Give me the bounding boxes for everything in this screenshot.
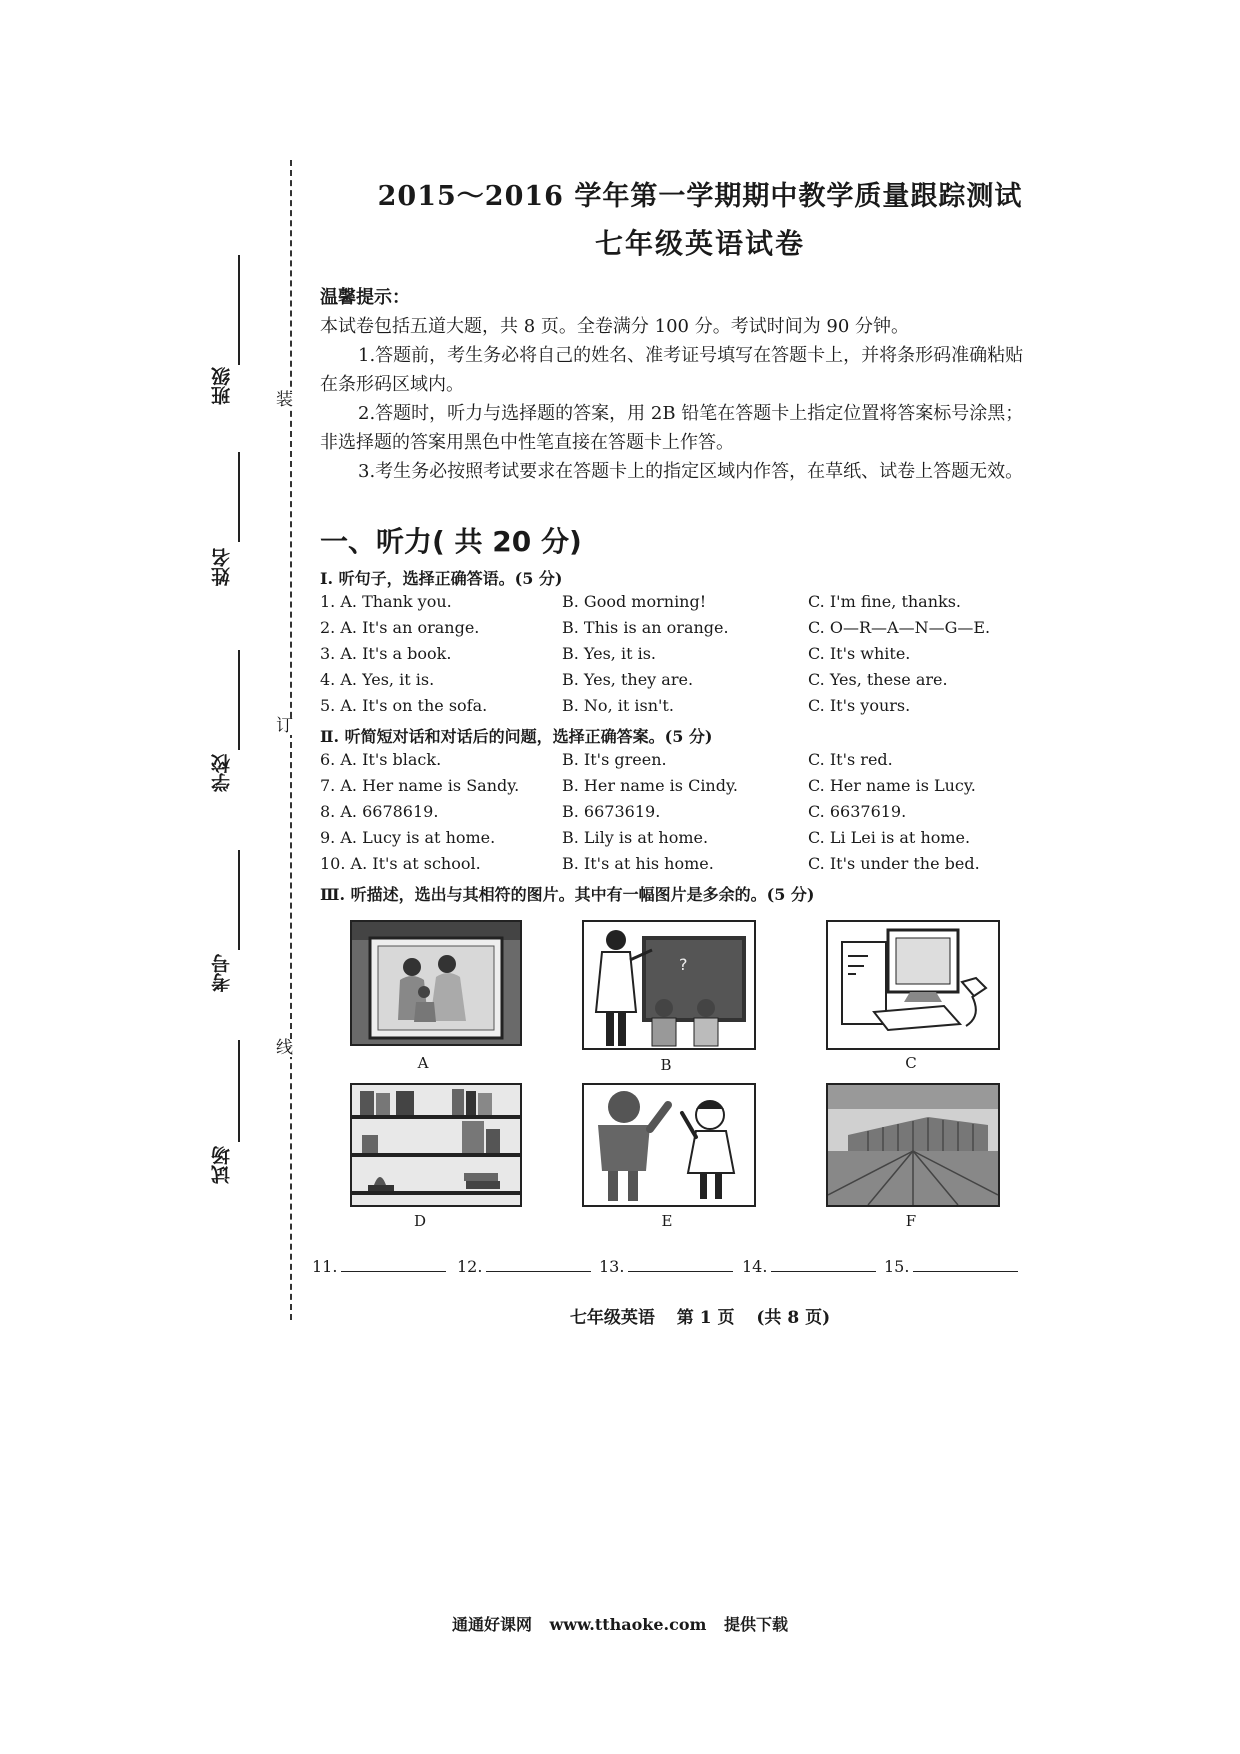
option-c: C. Li Lei is at home.: [808, 828, 971, 847]
school-label: 学校: [211, 754, 233, 792]
answer-blanks: [312, 1257, 1052, 1287]
option-b: B. It's at his home.: [562, 854, 714, 873]
option-a: 7. A. Her name is Sandy.: [320, 776, 520, 795]
section-listening-heading: 一、听力( 共 20 分): [320, 525, 582, 558]
blank-13[interactable]: [599, 1257, 733, 1276]
exam-room-field: [200, 1040, 260, 1195]
footer-subject: 七年级英语: [569, 1308, 655, 1328]
blank-14-line: [771, 1257, 876, 1272]
option-a: 5. A. It's on the sofa.: [320, 696, 488, 715]
picture-label-c: C: [905, 1054, 917, 1072]
option-b: B. No, it isn't.: [562, 696, 674, 715]
svg-text:?: ?: [679, 955, 688, 974]
credit-action: 提供下载: [724, 1615, 789, 1634]
binding-mark-ding: 订: [276, 716, 293, 736]
question-row: [320, 670, 1040, 696]
option-b: B. Her name is Cindy.: [562, 776, 738, 795]
picture-d-bookshelf: [350, 1083, 522, 1207]
option-a: 10. A. It's at school.: [320, 854, 481, 873]
credit-site-name: 通通好课网: [451, 1615, 532, 1634]
credit-url[interactable]: www.tthaoke.com: [549, 1615, 707, 1634]
option-a: 2. A. It's an orange.: [320, 618, 480, 637]
question-row: [320, 644, 1040, 670]
notice-item-1: 1.答题前，考生务必将自己的姓名、准考证号填写在答题卡上，并将条形码准确粘贴在条形码区域内。: [320, 345, 1024, 395]
picture-label-f: F: [905, 1212, 917, 1230]
name-field: [200, 452, 260, 592]
notice-block: [320, 283, 1040, 486]
question-row: [320, 854, 1040, 880]
question-row: [320, 828, 1040, 854]
footer-page: 第 1 页: [676, 1308, 735, 1328]
exam-number-field: [200, 850, 260, 1000]
blank-13-number: 13.: [599, 1257, 625, 1276]
class-field: [200, 255, 260, 405]
question-row: [320, 802, 1040, 828]
picture-f-school-building: [826, 1083, 1000, 1207]
notice-item-2: 2.答题时，听力与选择题的答案，用 2B 铅笔在答题卡上指定位置将答案标号涂黑；非选择题的答案用黑色中性笔直接在答题卡上作答。: [320, 403, 1024, 453]
part2-heading: Ⅱ. 听简短对话和对话后的问题，选择正确答案。(5 分): [320, 727, 713, 746]
question-row: [320, 618, 1040, 644]
option-b: B. Yes, it is.: [562, 644, 656, 663]
blank-12-number: 12.: [457, 1257, 483, 1276]
download-credit: [300, 1612, 940, 1635]
question-row: [320, 696, 1040, 722]
part3-heading: Ⅲ. 听描述，选出与其相符的图片。其中有一幅图片是多余的。(5 分): [320, 885, 815, 904]
school-underline: [238, 650, 240, 750]
option-b: B. Yes, they are.: [562, 670, 694, 689]
binding-mark-zhuang: 装: [276, 390, 293, 410]
option-c: C. Her name is Lucy.: [808, 776, 976, 795]
option-a: 4. A. Yes, it is.: [320, 670, 435, 689]
binding-dashed-line: [290, 160, 292, 1320]
exam-number-label: 考号: [211, 954, 233, 992]
page-footer: [330, 1303, 1070, 1328]
blank-15[interactable]: [884, 1257, 1018, 1276]
blank-14[interactable]: [742, 1257, 876, 1276]
option-a: 3. A. It's a book.: [320, 644, 452, 663]
blank-15-line: [913, 1257, 1018, 1272]
option-c: C. It's under the bed.: [808, 854, 980, 873]
option-b: B. Lily is at home.: [562, 828, 709, 847]
exam-subtitle: 七年级英语试卷: [594, 227, 805, 260]
class-underline: [238, 255, 240, 365]
option-a: 8. A. 6678619.: [320, 802, 439, 821]
name-underline: [238, 452, 240, 542]
option-b: B. It's green.: [562, 750, 667, 769]
option-c: C. Yes, these are.: [808, 670, 948, 689]
option-a: 6. A. It's black.: [320, 750, 442, 769]
picture-label-e: E: [661, 1212, 673, 1230]
blank-14-number: 14.: [742, 1257, 768, 1276]
question-row: [320, 750, 1040, 776]
name-label: 姓名: [211, 548, 233, 586]
binding-mark-xian: 线: [276, 1038, 293, 1058]
blank-12[interactable]: [457, 1257, 591, 1276]
picture-b-classroom: [582, 920, 756, 1050]
picture-label-d: D: [413, 1212, 427, 1230]
picture-label-b: B: [660, 1056, 672, 1074]
blank-11-number: 11.: [312, 1257, 338, 1276]
blank-11[interactable]: [312, 1257, 446, 1276]
option-c: C. I'm fine, thanks.: [808, 592, 962, 611]
question-row: [320, 776, 1040, 802]
footer-total: (共 8 页): [756, 1308, 831, 1328]
school-field: [200, 650, 260, 800]
exam-number-underline: [238, 850, 240, 950]
option-c: C. It's red.: [808, 750, 893, 769]
exam-room-label: 试场: [211, 1146, 233, 1184]
notice-intro: 本试卷包括五道大题，共 8 页。全卷满分 100 分。考试时间为 90 分钟。: [320, 316, 910, 337]
question-row: [320, 592, 1040, 618]
picture-label-a: A: [417, 1054, 429, 1072]
blank-15-number: 15.: [884, 1257, 910, 1276]
option-c: C. It's white.: [808, 644, 911, 663]
class-label: 班级: [211, 367, 233, 405]
option-b: B. This is an orange.: [562, 618, 729, 637]
picture-e-greeting: [582, 1083, 756, 1207]
option-c: C. O—R—A—N—G—E.: [808, 618, 991, 637]
option-c: C. 6637619.: [808, 802, 907, 821]
option-b: B. Good morning!: [562, 592, 707, 611]
notice-item-3: 3.考生务必按照考试要求在答题卡上的指定区域内作答，在草纸、试卷上答题无效。: [358, 461, 1024, 482]
notice-heading: 温馨提示：: [320, 287, 410, 308]
blank-11-line: [341, 1257, 446, 1272]
blank-12-line: [486, 1257, 591, 1272]
option-a: 1. A. Thank you.: [320, 592, 452, 611]
exam-title: 2015～2016 学年第一学期期中教学质量跟踪测试: [377, 181, 1023, 212]
option-a: 9. A. Lucy is at home.: [320, 828, 496, 847]
picture-a-family-photo: [350, 920, 522, 1046]
picture-c-computer: [826, 920, 1000, 1050]
part1-heading: Ⅰ. 听句子，选择正确答语。(5 分): [320, 569, 563, 588]
option-c: C. It's yours.: [808, 696, 911, 715]
exam-room-underline: [238, 1040, 240, 1142]
blank-13-line: [628, 1257, 733, 1272]
option-b: B. 6673619.: [562, 802, 661, 821]
